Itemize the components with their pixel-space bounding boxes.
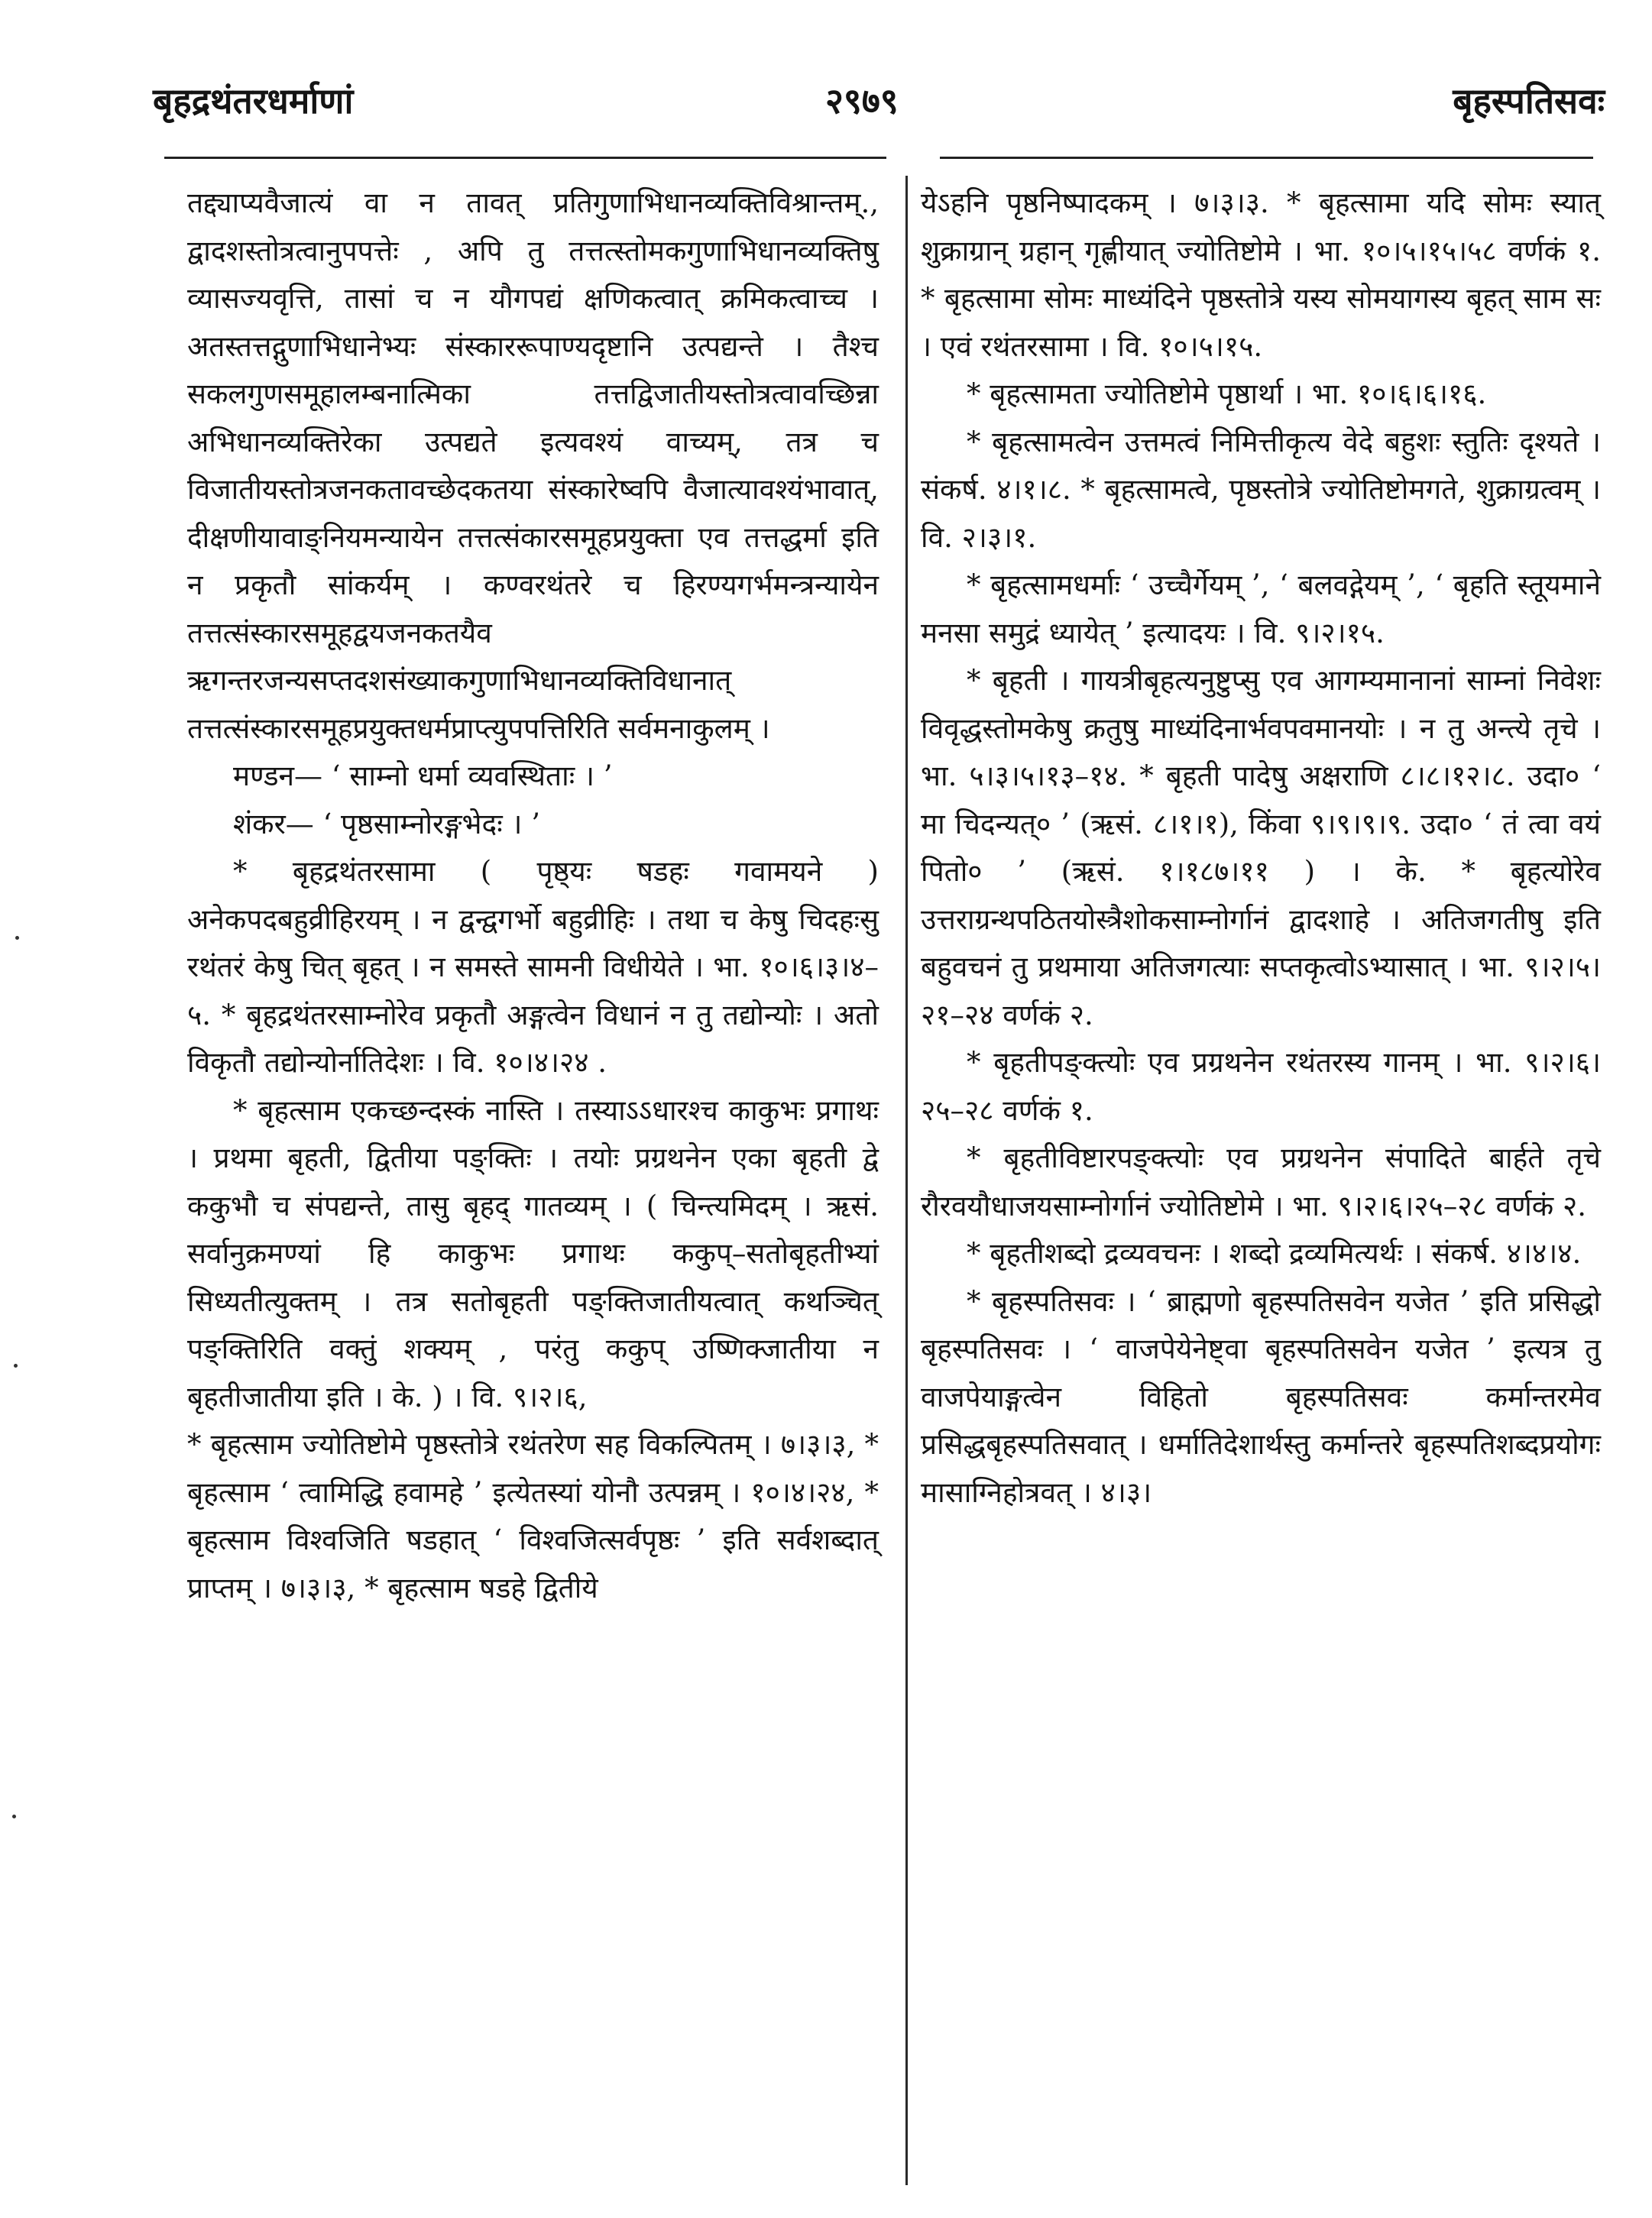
page-number: २९७९ <box>825 80 899 121</box>
paragraph: * बृहस्पतिसवः । ‘ ब्राह्मणो बृहस्पतिसवेन यजेत ’ इति प्रसिद्धो बृहस्पतिसवः । ‘ वाजपेयेनेष्ट्वा बृहस्पतिसवेन यजेत ’ इत्यत्र तु वाजपेयाङ्गत्वेन विहितो बृहस्पतिसवः कर्मान्तरमेव प्रसिद्धबृहस्पतिसवात् । धर्मातिदेशार्थस्तु कर्मान्तरे बृहस्पतिशब्दप्रयोगः मासाग्निहोत्रवत् । ४।३। <box>921 1284 1601 1509</box>
paragraph: * बृहतीपङ्क्त्योः एव प्रग्रथनेन रथंतरस्य गानम् । भा. ९।२।६।२५–२८ वर्णकं १. <box>921 1046 1601 1127</box>
running-header <box>153 61 1605 130</box>
paragraph: * बृहतीविष्टारपङ्क्त्योः एव प्रग्रथनेन संपादिते बार्हते तृचे रौरवयौधाजयसाम्नोर्गानं ज्योतिष्टोमे । भा. ९।२।६।२५–२८ वर्णकं २. <box>921 1141 1601 1222</box>
paragraph: शंकर— ‘ पृष्ठसाम्नोरङ्गभेदः । ’ <box>233 807 540 840</box>
paragraph: तद्द्याप्यवैजात्यं वा न तावत् प्रतिगुणाभिधानव्यक्तिविश्रान्तम्., द्वादशस्तोत्रत्वानुपपत्तेः , अपि तु तत्तत्स्तोमकगुणाभिधानव्यक्तिषु व्यासज्यवृत्ति, तासां च न यौगपद्यं क्षणिकत्वात् क्रमिकत्वाच्च । अतस्तत्तद्गुणाभिधानेभ्यः संस्काररूपाण्यदृष्टानि उत्पद्यन्ते । तैश्च सकलगुणसमूहालम्बनात्मिका तत्तद्विजातीयस्तोत्रत्वावच्छिन्ना अभिधानव्यक्तिरेका उत्पद्यते इत्यवश्यं वाच्यम्, तत्र च विजातीयस्तोत्रजनकतावच्छेदकतया संस्कारेष्वपि वैजात्यावश्यंभावात्, दीक्षणीयावाङ्नियमन्यायेन तत्तत्संकारसमूहप्रयुक्ता एव तत्तद्धर्मा इति न प्रकृतौ सांकर्यम् । कण्वरथंतरे च हिरण्यगर्भमन्त्रन्यायेन तत्तत्संस्कारसमूहद्वयजनकतयैव ऋगन्तरजन्यसप्तदशसंख्याकगुणाभिधानव्यक्तिविधानात् तत्तत्संस्कारसमूहप्रयुक्तधर्मप्राप्त्युपपत्तिरिति सर्वमनाकुलम् । <box>187 186 879 745</box>
right-column <box>921 180 1601 1517</box>
margin-mark <box>14 1364 18 1368</box>
paragraph: * बृहत्सामधर्माः ‘ उच्चैर्गेयम् ’, ‘ बलवद्गेयम् ’, ‘ बृहति स्तूयमाने मनसा समुद्रं ध्यायेत् ’ इत्यादयः । वि. ९।२।१५. <box>921 568 1601 649</box>
header-right-keyword: बृहस्पतिसवः <box>1453 80 1605 121</box>
paragraph: मण्डन— ‘ साम्नो धर्मा व्यवस्थिताः । ’ <box>233 759 613 792</box>
paragraph: * बृहत्सामत्वेन उत्तमत्वं निमित्तीकृत्य वेदे बहुशः स्तुतिः दृश्यते । संकर्ष. ४।१।८. * बृहत्सामत्वे, पृष्ठस्तोत्रे ज्योतिष्टोमगते, शुक्राग्रत्वम् । वि. २।३।१. <box>921 425 1601 554</box>
left-column <box>187 180 879 1612</box>
paragraph: * बृहती । गायत्रीबृहत्यनुष्टुप्सु एव आगम्यमानानां साम्नां निवेशः विवृद्धस्तोमकेषु क्रतुषु माध्यंदिनार्भवपवमानयोः । न तु अन्त्ये तृचे । भा. ५।३।५।१३–१४. * बृहती पादेषु अक्षराणि ८।८।१२।८. उदा० ‘ मा चिदन्यत्० ’ (ऋसं. ८।१।१), किंवा ९।९।९।९. उदा० ‘ तं त्वा वयं पितो० ’ (ऋसं. १।१८७।११ ) । के. * बृहत्योरेव उत्तराग्रन्थपठितयोस्त्रैशोकसाम्नोर्गानं द्वादशाहे । अतिजगतीषु इति बहुवचनं तु प्रथमाया अतिजगत्याः सप्तकृत्वोऽभ्यासात् । भा. ९।२।५।२१–२४ वर्णकं २. <box>921 664 1601 1031</box>
header-left-keyword: बृहद्रथंतरधर्माणां <box>153 80 354 121</box>
header-rule-left <box>164 157 886 159</box>
paragraph: * बृहतीशब्दो द्रव्यवचनः । शब्दो द्रव्यमित्यर्थः । संकर्ष. ४।४।४. <box>967 1237 1582 1270</box>
paragraph: * बृहत्साम ज्योतिष्टोमे पृष्ठस्तोत्रे रथंतरेण सह विकल्पितम् । ७।३।३, * बृहत्साम ‘ त्वामिद्धि हवामहे ’ इत्येतस्यां योनौ उत्पन्नम् । १०।४।२४, * बृहत्साम विश्वजिति षडहात् ‘ विश्वजित्सर्वपृष्ठः ’ इति सर्वशब्दात् प्राप्तम् । ७।३।३, * बृहत्साम षडहे द्वितीये <box>187 1428 879 1604</box>
column-divider <box>905 176 908 2185</box>
margin-mark <box>15 936 19 940</box>
paragraph: * बृहत्सामता ज्योतिष्टोमे पृष्ठार्था । भा. १०।६।६।१६. <box>967 377 1487 410</box>
paragraph: * बृहद्रथंतरसामा ( पृष्ठ्यः षडहः गवामयने ) अनेकपदबहुव्रीहिरयम् । न द्वन्द्वगर्भो बहुव्रीहिः । तथा च केषु चिदहःसु रथंतरं केषु चित् बृहत् । न समस्ते सामनी विधीयेते । भा. १०।६।३।४–५. * बृहद्रथंतरसाम्नोरेव प्रकृतौ अङ्गत्वेन विधानं न तु तद्योन्योः । अतो विकृतौ तद्योन्योर्नातिदेशः । वि. १०।४।२४ . <box>187 855 879 1079</box>
paragraph: येऽहनि पृष्ठनिष्पादकम् । ७।३।३. * बृहत्सामा यदि सोमः स्यात् शुक्राग्रान् ग्रहान् गृह्णीयात् ज्योतिष्टोमे । भा. १०।५।१५।५८ वर्णकं १. * बृहत्सामा सोमः माध्यंदिने पृष्ठस्तोत्रे यस्य सोमयागस्य बृहत् साम सः । एवं रथंतरसामा । वि. १०।५।१५. <box>921 186 1601 363</box>
paragraph: * बृहत्साम एकच्छन्दस्कं नास्ति । तस्याऽऽधारश्च काकुभः प्रगाथः । प्रथमा बृहती, द्वितीया पङ्क्तिः । तयोः प्रग्रथनेन एका बृहती द्वे ककुभौ च संपद्यन्ते, तासु बृहद् गातव्यम् । ( चिन्त्यमिदम् । ऋसं. सर्वानुक्रमण्यां हि काकुभः प्रगाथः ककुप्–सतोबृहतीभ्यां सिध्यतीत्युक्तम् । तत्र सतोबृहती पङ्क्तिजातीयत्वात् कथञ्चित् पङ्क्तिरिति वक्तुं शक्यम् , परंतु ककुप् उष्णिक्जातीया न बृहतीजातीया इति । के. ) । वि. ९।२।६, <box>187 1093 879 1413</box>
margin-mark <box>12 1815 16 1818</box>
header-rule-right <box>940 157 1593 159</box>
